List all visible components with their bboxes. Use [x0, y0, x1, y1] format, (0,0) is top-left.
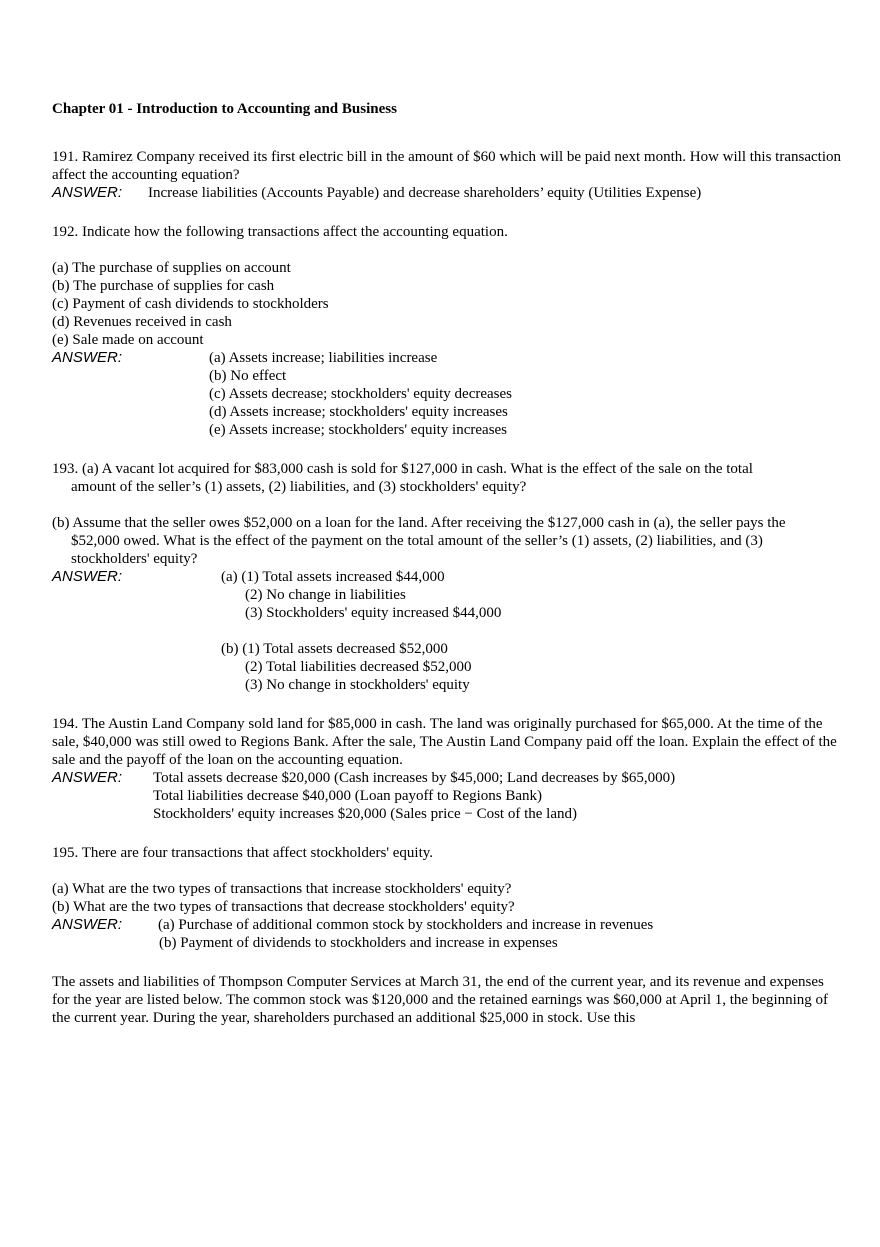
- list-item: (b) What are the two types of transactions that decrease stockholders' equity?: [52, 899, 515, 915]
- question-part-a: 193. (a) A vacant lot acquired for $83,000 cash is sold for $127,000 in cash. What is the effect of the sale on the total amount of the seller’s (1) assets, (2) liabilities, and (3) stockholders' equity?: [52, 461, 753, 495]
- answer-label: ANSWER:: [52, 769, 123, 786]
- answer-label: ANSWER:: [52, 349, 123, 366]
- list-item: (e) Sale made on account: [52, 332, 204, 348]
- answer-item: Total liabilities decrease $40,000 (Loan payoff to Regions Bank): [153, 788, 542, 804]
- answer-item: (3) Stockholders' equity increased $44,000: [245, 605, 502, 621]
- answer-list: [209, 349, 512, 439]
- answer-label: ANSWER:: [52, 916, 123, 933]
- list-item: (d) Revenues received in cash: [52, 314, 232, 330]
- question-195: [52, 844, 842, 952]
- answer-label: ANSWER:: [52, 184, 123, 201]
- answer-item: (b) Payment of dividends to stockholders and increase in expenses: [159, 935, 558, 951]
- question-text: 194. The Austin Land Company sold land for $85,000 in cash. The land was originally purchased for $65,000. At the time of the sale, $40,000 was still owed to Regions Bank. After the sale, The Austin Land Company paid off the loan. Explain the effect of the sale and the payoff of the loan on the accounting equation.: [52, 716, 837, 768]
- answer-block: [221, 568, 501, 694]
- list-item: (a) The purchase of supplies on account: [52, 260, 291, 276]
- answer-list: [158, 916, 653, 952]
- answer-label: ANSWER:: [52, 568, 123, 585]
- answer-item: Stockholders' equity increases $20,000 (Sales price − Cost of the land): [153, 806, 577, 822]
- question-text: 192. Indicate how the following transactions affect the accounting equation.: [52, 224, 508, 240]
- answer-row: [52, 349, 842, 439]
- answer-row: [52, 769, 842, 823]
- answer-item: (3) No change in stockholders' equity: [245, 677, 470, 693]
- answer-item: (a) (1) Total assets increased $44,000: [221, 569, 445, 585]
- answer-item: (2) No change in liabilities: [245, 587, 406, 603]
- question-191: [52, 148, 842, 202]
- question-193: [52, 460, 842, 694]
- question-194: [52, 715, 842, 823]
- list-item: (a) What are the two types of transactions that increase stockholders' equity?: [52, 881, 512, 897]
- question-192: [52, 223, 842, 439]
- question-part-b: (b) Assume that the seller owes $52,000 on a loan for the land. After receiving the $127,000 cash in (a), the seller pays the $52,000 owed. What is the effect of the payment on the total amount of the seller’s (1) assets, (2) liabilities, and (3) stockholders' equity?: [52, 515, 786, 567]
- answer-item: (c) Assets decrease; stockholders' equity decreases: [209, 386, 513, 402]
- answer-text: Increase liabilities (Accounts Payable) and decrease shareholders’ equity (Utilities Expense): [148, 185, 702, 201]
- answer-item: (d) Assets increase; stockholders' equity increases: [209, 404, 508, 420]
- list-item: (c) Payment of cash dividends to stockholders: [52, 296, 329, 312]
- question-text: 191. Ramirez Company received its first electric bill in the amount of $60 which will be paid next month. How will this transaction affect the accounting equation?: [52, 149, 841, 183]
- list-item: (b) The purchase of supplies for cash: [52, 278, 275, 294]
- answer-item: (e) Assets increase; stockholders' equity increases: [209, 422, 508, 438]
- answer-item: (2) Total liabilities decreased $52,000: [245, 659, 472, 675]
- answer-list: [153, 769, 675, 823]
- document-page: [52, 100, 842, 1027]
- question-text: 195. There are four transactions that affect stockholders' equity.: [52, 845, 434, 861]
- closing-paragraph: The assets and liabilities of Thompson Computer Services at March 31, the end of the current year, and its revenue and expenses for the year are listed below. The common stock was $120,000 and the retained earnings was $60,000 at April 1, the beginning of the current year. During the year, shareholders purchased an additional $25,000 in stock. Use this: [52, 974, 829, 1026]
- answer-item: (b) No effect: [209, 368, 287, 384]
- answer-item: (a) Assets increase; liabilities increase: [209, 350, 438, 366]
- answer-item: Total assets decrease $20,000 (Cash increases by $45,000; Land decreases by $65,000): [153, 770, 676, 786]
- answer-row: [52, 568, 842, 694]
- answer-row: [52, 184, 842, 202]
- answer-item: (b) (1) Total assets decreased $52,000: [221, 641, 448, 657]
- answer-row: [52, 916, 842, 952]
- answer-item: (a) Purchase of additional common stock by stockholders and increase in revenues: [158, 917, 654, 933]
- chapter-title: Chapter 01 - Introduction to Accounting and Business: [52, 101, 397, 117]
